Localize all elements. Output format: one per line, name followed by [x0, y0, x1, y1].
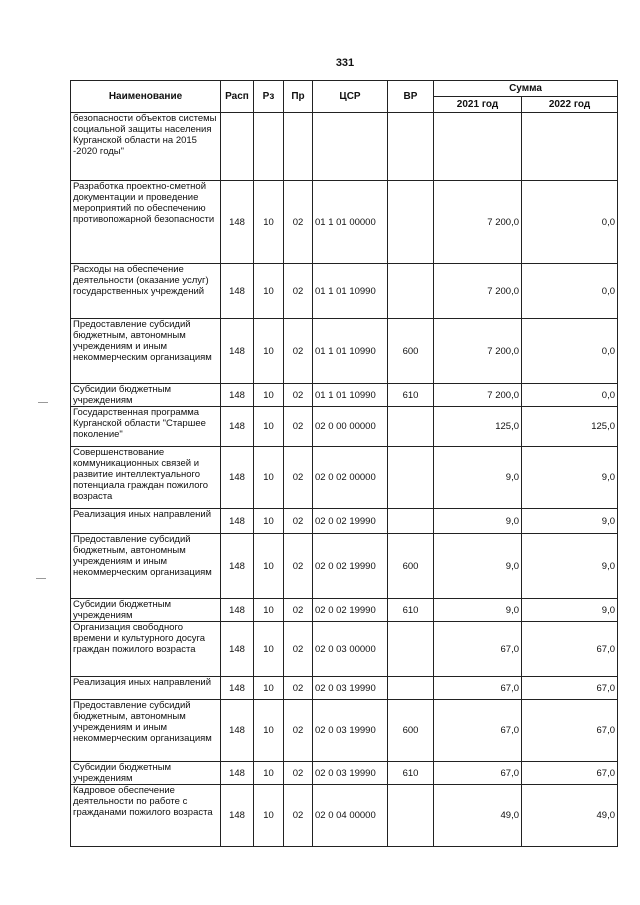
- row-sum-2021: 67,0: [434, 677, 522, 700]
- row-sum-2021: 125,0: [434, 407, 522, 447]
- row-vr: 610: [388, 762, 434, 785]
- row-name: Предоставление субсидий бюджетным, автономным учреждениям и иным некоммерческим организациям: [71, 319, 221, 384]
- row-name: Предоставление субсидий бюджетным, автономным учреждениям и иным некоммерческим организациям: [71, 534, 221, 599]
- row-rz: 10: [254, 264, 284, 319]
- row-rasp: 148: [221, 319, 254, 384]
- row-rz: 10: [254, 181, 284, 264]
- row-rasp: 148: [221, 509, 254, 534]
- row-vr: [388, 785, 434, 847]
- row-vr: 600: [388, 700, 434, 762]
- row-vr: [388, 264, 434, 319]
- row-vr: [388, 622, 434, 677]
- row-pr: 02: [284, 785, 313, 847]
- row-rasp: 148: [221, 677, 254, 700]
- row-name: Реализация иных направлений: [71, 677, 221, 700]
- row-rz: 10: [254, 677, 284, 700]
- row-name: Субсидии бюджетным учреждениям: [71, 384, 221, 407]
- row-vr: [388, 113, 434, 181]
- row-vr: [388, 447, 434, 509]
- row-name: Разработка проектно-сметной документации и проведение мероприятий по обеспечению противопожарной безопасности: [71, 181, 221, 264]
- header-year-2021: 2021 год: [434, 97, 522, 113]
- table-row: [71, 785, 618, 847]
- row-pr: 02: [284, 264, 313, 319]
- row-sum-2022: 9,0: [522, 599, 618, 622]
- row-sum-2021: 9,0: [434, 509, 522, 534]
- row-sum-2021: 9,0: [434, 534, 522, 599]
- row-pr: 02: [284, 677, 313, 700]
- row-name: Кадровое обеспечение деятельности по работе с гражданами пожилого возраста: [71, 785, 221, 847]
- row-sum-2021: 7 200,0: [434, 319, 522, 384]
- row-sum-2021: 7 200,0: [434, 384, 522, 407]
- row-rz: 10: [254, 622, 284, 677]
- header-sum: Сумма: [434, 81, 618, 97]
- row-csr: 01 1 01 00000: [313, 181, 388, 264]
- row-vr: [388, 407, 434, 447]
- row-csr: 02 0 04 00000: [313, 785, 388, 847]
- row-rasp: 148: [221, 762, 254, 785]
- row-rasp: 148: [221, 534, 254, 599]
- table-row: [71, 509, 618, 534]
- header-year-2022: 2022 год: [522, 97, 618, 113]
- header-pr: Пр: [284, 81, 313, 113]
- row-csr: 02 0 03 19990: [313, 762, 388, 785]
- row-rasp: 148: [221, 264, 254, 319]
- header-rasp: Расп: [221, 81, 254, 113]
- scan-margin-mark: [38, 402, 48, 403]
- row-name: Реализация иных направлений: [71, 509, 221, 534]
- row-sum-2021: 67,0: [434, 622, 522, 677]
- row-sum-2022: 49,0: [522, 785, 618, 847]
- row-sum-2022: 9,0: [522, 509, 618, 534]
- row-csr: [313, 113, 388, 181]
- row-rz: 10: [254, 384, 284, 407]
- row-vr: 600: [388, 319, 434, 384]
- header-rz: Рз: [254, 81, 284, 113]
- row-sum-2022: [522, 113, 618, 181]
- row-vr: [388, 181, 434, 264]
- row-vr: 610: [388, 384, 434, 407]
- row-csr: 02 0 02 00000: [313, 447, 388, 509]
- row-name: Субсидии бюджетным учреждениям: [71, 762, 221, 785]
- row-rz: 10: [254, 785, 284, 847]
- row-rasp: 148: [221, 447, 254, 509]
- row-sum-2021: 49,0: [434, 785, 522, 847]
- table-row: [71, 319, 618, 384]
- row-pr: 02: [284, 622, 313, 677]
- row-pr: 02: [284, 534, 313, 599]
- row-name: Предоставление субсидий бюджетным, автономным учреждениям и иным некоммерческим организациям: [71, 700, 221, 762]
- row-pr: 02: [284, 509, 313, 534]
- scan-margin-mark: [36, 578, 46, 579]
- row-rz: 10: [254, 319, 284, 384]
- row-csr: 02 0 03 19990: [313, 677, 388, 700]
- table-row: [71, 407, 618, 447]
- table-row: [71, 599, 618, 622]
- row-rasp: [221, 113, 254, 181]
- row-sum-2022: 0,0: [522, 181, 618, 264]
- row-rz: 10: [254, 534, 284, 599]
- row-pr: [284, 113, 313, 181]
- row-sum-2021: [434, 113, 522, 181]
- row-sum-2021: 7 200,0: [434, 181, 522, 264]
- row-vr: 610: [388, 599, 434, 622]
- table-row: [71, 677, 618, 700]
- row-rasp: 148: [221, 622, 254, 677]
- row-rz: 10: [254, 599, 284, 622]
- row-name: Расходы на обеспечение деятельности (оказание услуг) государственных учреждений: [71, 264, 221, 319]
- table-row: [71, 447, 618, 509]
- row-sum-2021: 7 200,0: [434, 264, 522, 319]
- row-pr: 02: [284, 762, 313, 785]
- table-row: [71, 762, 618, 785]
- row-sum-2022: 67,0: [522, 622, 618, 677]
- row-rasp: 148: [221, 181, 254, 264]
- row-sum-2022: 125,0: [522, 407, 618, 447]
- table-row: [71, 534, 618, 599]
- table-row: [71, 113, 618, 181]
- header-name: Наименование: [71, 81, 221, 113]
- row-csr: 01 1 01 10990: [313, 264, 388, 319]
- row-rasp: 148: [221, 785, 254, 847]
- row-sum-2022: 67,0: [522, 700, 618, 762]
- row-csr: 01 1 01 10990: [313, 319, 388, 384]
- row-pr: 02: [284, 700, 313, 762]
- row-csr: 02 0 00 00000: [313, 407, 388, 447]
- row-sum-2022: 67,0: [522, 677, 618, 700]
- row-csr: 01 1 01 10990: [313, 384, 388, 407]
- row-pr: 02: [284, 319, 313, 384]
- row-sum-2022: 0,0: [522, 384, 618, 407]
- budget-table: [70, 80, 618, 847]
- row-csr: 02 0 02 19990: [313, 599, 388, 622]
- row-rz: 10: [254, 700, 284, 762]
- table-body: [71, 113, 618, 847]
- row-pr: 02: [284, 447, 313, 509]
- row-rz: 10: [254, 509, 284, 534]
- row-sum-2021: 9,0: [434, 447, 522, 509]
- row-pr: 02: [284, 599, 313, 622]
- row-csr: 02 0 03 19990: [313, 700, 388, 762]
- row-name: Субсидии бюджетным учреждениям: [71, 599, 221, 622]
- row-rasp: 148: [221, 700, 254, 762]
- header-vr: ВР: [388, 81, 434, 113]
- row-csr: 02 0 02 19990: [313, 509, 388, 534]
- row-sum-2022: 0,0: [522, 264, 618, 319]
- row-sum-2021: 9,0: [434, 599, 522, 622]
- table-row: [71, 384, 618, 407]
- table-row: [71, 181, 618, 264]
- row-rz: [254, 113, 284, 181]
- row-name: Организация свободного времени и культурного досуга граждан пожилого возраста: [71, 622, 221, 677]
- row-sum-2021: 67,0: [434, 762, 522, 785]
- row-csr: 02 0 02 19990: [313, 534, 388, 599]
- row-csr: 02 0 03 00000: [313, 622, 388, 677]
- row-pr: 02: [284, 407, 313, 447]
- row-rasp: 148: [221, 599, 254, 622]
- row-rz: 10: [254, 447, 284, 509]
- page-number: 331: [335, 57, 355, 69]
- row-sum-2022: 0,0: [522, 319, 618, 384]
- row-pr: 02: [284, 384, 313, 407]
- row-name: Государственная программа Курганской области "Старшее поколение": [71, 407, 221, 447]
- row-rasp: 148: [221, 407, 254, 447]
- header-csr: ЦСР: [313, 81, 388, 113]
- table-header: [71, 81, 618, 113]
- row-sum-2022: 9,0: [522, 534, 618, 599]
- row-rz: 10: [254, 407, 284, 447]
- row-sum-2022: 67,0: [522, 762, 618, 785]
- row-name: безопасности объектов системы социальной защиты населения Курганской области на 2015 -2020 годы": [71, 113, 221, 181]
- row-rz: 10: [254, 762, 284, 785]
- table-row: [71, 622, 618, 677]
- table-row: [71, 264, 618, 319]
- table-row: [71, 700, 618, 762]
- row-vr: [388, 509, 434, 534]
- row-vr: [388, 677, 434, 700]
- row-rasp: 148: [221, 384, 254, 407]
- row-sum-2021: 67,0: [434, 700, 522, 762]
- row-pr: 02: [284, 181, 313, 264]
- row-name: Совершенствование коммуникационных связей и развитие интеллектуального потенциала граждан пожилого возраста: [71, 447, 221, 509]
- row-vr: 600: [388, 534, 434, 599]
- row-sum-2022: 9,0: [522, 447, 618, 509]
